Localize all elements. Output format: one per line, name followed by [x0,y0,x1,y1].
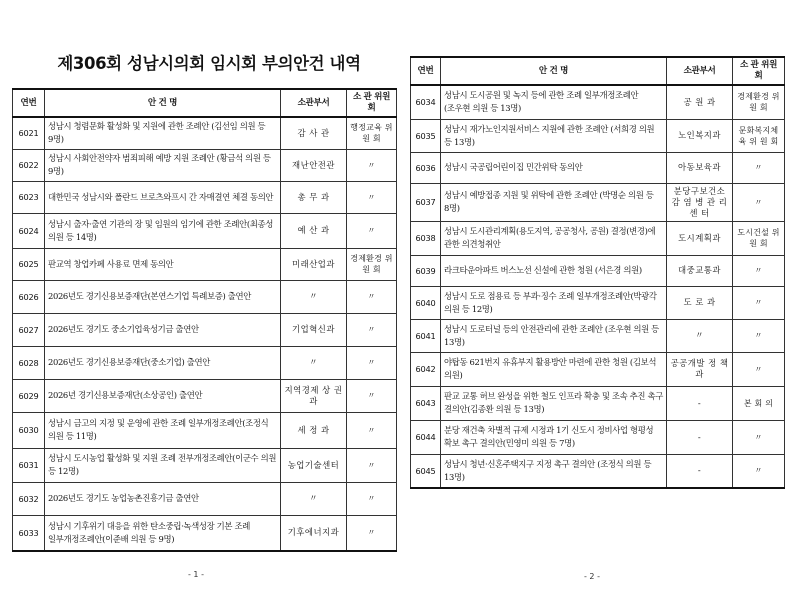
bill-number: 6025 [13,248,45,280]
table-row [411,352,785,386]
header-no: 연번 [411,57,441,85]
bill-title: 성남시 도로터널 등의 안전관리에 관한 조례안 (조우현 의원 등 13명) [441,319,667,352]
responsible-department: 〃 [281,346,347,379]
bill-number: 6037 [411,183,441,221]
page-number: - 2 - [584,572,600,581]
bill-title: 판교 교통 허브 완성을 위한 철도 인프라 확충 및 조속 추진 촉구 결의안(김종환 의원 등 13명) [441,386,667,420]
responsible-department: - [667,454,733,488]
responsible-department: 〃 [281,280,347,313]
bill-number: 6041 [411,319,441,352]
header-bill: 안 건 명 [441,57,667,85]
table-row [13,482,397,515]
table-row [13,117,397,149]
table-row [411,386,785,420]
responsible-committee: 본 회 의 [733,386,785,420]
table-row [13,346,397,379]
table-row [411,286,785,319]
table-row [411,152,785,183]
responsible-department: 〃 [281,482,347,515]
table-header-row [411,57,785,85]
responsible-committee: 〃 [347,412,397,448]
agenda-table-page-1 [12,88,397,552]
table-row [13,149,397,181]
header-committee: 소 관 위원회 [347,89,397,117]
responsible-committee: 〃 [347,280,397,313]
responsible-committee: 행정교육 위 원 회 [347,117,397,149]
responsible-committee: 〃 [733,183,785,221]
responsible-department: 대중교통과 [667,255,733,286]
bill-title: 대한민국 성남시와 폴란드 브로츠와프시 간 자매결연 체결 동의안 [45,181,281,213]
responsible-committee: 〃 [347,149,397,181]
table-row [411,183,785,221]
bill-number: 6034 [411,85,441,119]
bill-number: 6029 [13,379,45,412]
bill-number: 6032 [13,482,45,515]
bill-number: 6023 [13,181,45,213]
table-row [13,181,397,213]
responsible-committee: 〃 [733,286,785,319]
page-title: 제306회 성남시의회 임시회 부의안건 내역 [57,54,361,73]
table-row [411,319,785,352]
responsible-committee: 〃 [347,515,397,551]
bill-number: 6026 [13,280,45,313]
responsible-department: 재난안전관 [281,149,347,181]
bill-title: 성남시 재가노인지원서비스 지원에 관한 조례안 (서희경 의원 등 13명) [441,119,667,152]
bill-title: 야탑동 621번지 유휴부지 활용방안 마련에 관한 청원 (김보석 의원) [441,352,667,386]
bill-title: 2026년도 경기신용보증재단(본연스기업 특례보증) 출연안 [45,280,281,313]
bill-title: 성남시 금고의 지정 및 운영에 관한 조례 일부개정조례안(조정식 의원 등 11명) [45,412,281,448]
responsible-department: 예 산 과 [281,213,347,248]
bill-number: 6040 [411,286,441,319]
bill-number: 6038 [411,221,441,255]
header-dept: 소관부서 [281,89,347,117]
responsible-committee: 도시건설 위 원 회 [733,221,785,255]
responsible-committee: 경제환경 위 원 회 [733,85,785,119]
table-row [13,448,397,482]
responsible-committee: 문화복지체육 위 원 회 [733,119,785,152]
bill-number: 6033 [13,515,45,551]
table-row [411,420,785,454]
responsible-committee: 〃 [347,379,397,412]
bill-number: 6031 [13,448,45,482]
bill-number: 6039 [411,255,441,286]
bill-title: 성남시 국공립어린이집 민간위탁 동의안 [441,152,667,183]
table-row [13,213,397,248]
bill-number: 6028 [13,346,45,379]
responsible-committee: 〃 [733,152,785,183]
table-row [13,280,397,313]
table-row [411,454,785,488]
bill-number: 6030 [13,412,45,448]
bill-title: 성남시 예방접종 지원 및 위탁에 관한 조례안 (박명순 의원 등 8명) [441,183,667,221]
bill-title: 성남시 도시관리계획(용도지역, 공공청사, 공원) 결정(변경)에 관한 의견청취안 [441,221,667,255]
agenda-table-page-2 [410,56,785,489]
responsible-committee: 〃 [347,448,397,482]
responsible-committee: 〃 [733,255,785,286]
responsible-department: 분당구보건소 감 염 병 관 리 센 터 [667,183,733,221]
responsible-department: 총 무 과 [281,181,347,213]
bill-number: 6042 [411,352,441,386]
responsible-committee: 〃 [347,181,397,213]
bill-title: 성남시 청년·신혼주택지구 지정 촉구 결의안 (조정식 의원 등 13명) [441,454,667,488]
responsible-committee: 〃 [347,482,397,515]
bill-number: 6021 [13,117,45,149]
responsible-department: 농업기술센터 [281,448,347,482]
bill-number: 6035 [411,119,441,152]
bill-number: 6045 [411,454,441,488]
responsible-department: 세 정 과 [281,412,347,448]
bill-number: 6044 [411,420,441,454]
bill-title: 판교역 창업카페 사용료 면제 동의안 [45,248,281,280]
responsible-committee: 경제환경 위 원 회 [347,248,397,280]
header-committee: 소 관 위원회 [733,57,785,85]
table-row [411,255,785,286]
bill-title: 분당 재건축 차별적 규제 시정과 1기 신도시 정비사업 형평성 확보 촉구 결의안(민영미 의원 등 7명) [441,420,667,454]
responsible-committee: 〃 [733,352,785,386]
responsible-department: 도 로 과 [667,286,733,319]
responsible-committee: 〃 [347,346,397,379]
bill-title: 2026년도 경기신용보증재단(중소기업) 출연안 [45,346,281,379]
table-header-row [13,89,397,117]
bill-title: 성남시 출자·출연 기관의 장 및 임원의 임기에 관한 조례안(최종성 의원 등 14명) [45,213,281,248]
responsible-department: - [667,386,733,420]
header-bill: 안 건 명 [45,89,281,117]
bill-number: 6024 [13,213,45,248]
bill-title: 성남시 도로 점용료 등 부과·징수 조례 일부개정조례안(박광각 의원 등 12명) [441,286,667,319]
bill-title: 성남시 사회안전약자 범죄피해 예방 지원 조례안 (황금석 의원 등 9명) [45,149,281,181]
responsible-department: 아동보육과 [667,152,733,183]
page-number: - 1 - [188,570,204,579]
bill-number: 6036 [411,152,441,183]
responsible-department: 감 사 관 [281,117,347,149]
header-no: 연번 [13,89,45,117]
responsible-committee: 〃 [347,213,397,248]
responsible-department: 기업혁신과 [281,313,347,346]
bill-number: 6022 [13,149,45,181]
responsible-department: 기후에너지과 [281,515,347,551]
responsible-committee: 〃 [733,420,785,454]
table-row [13,412,397,448]
responsible-department: 지역경제 상 권 과 [281,379,347,412]
responsible-department: - [667,420,733,454]
responsible-department: 도시계획과 [667,221,733,255]
bill-title: 성남시 도시공원 및 녹지 등에 관한 조례 일부개정조례안(조우현 의원 등 13명) [441,85,667,119]
table-row [411,221,785,255]
bill-number: 6043 [411,386,441,420]
responsible-committee: 〃 [733,319,785,352]
responsible-committee: 〃 [347,313,397,346]
bill-title: 라크타운아파트 버스노선 신설에 관한 청원 (서은경 의원) [441,255,667,286]
bill-number: 6027 [13,313,45,346]
bill-title: 2026년도 경기도 농업농촌진흥기금 출연안 [45,482,281,515]
bill-title: 2026년도 경기도 중소기업육성기금 출연안 [45,313,281,346]
responsible-department: 미래산업과 [281,248,347,280]
table-row [411,119,785,152]
table-row [411,85,785,119]
responsible-committee: 〃 [733,454,785,488]
table-row [13,515,397,551]
bill-title: 성남시 도시농업 활성화 및 지원 조례 전부개정조례안(이군수 의원 등 12명) [45,448,281,482]
table-row [13,313,397,346]
responsible-department: 노인복지과 [667,119,733,152]
table-row [13,248,397,280]
bill-title: 2026년 경기신용보증재단(소상공인) 출연안 [45,379,281,412]
responsible-department: 공공개발 정 책 과 [667,352,733,386]
responsible-department: 공 원 과 [667,85,733,119]
bill-title: 성남시 기후위기 대응을 위한 탄소중립·녹색성장 기본 조례 일부개정조례안(이준배 의원 등 9명) [45,515,281,551]
responsible-department: 〃 [667,319,733,352]
header-dept: 소관부서 [667,57,733,85]
table-row [13,379,397,412]
bill-title: 성남시 청렴문화 활성화 및 지원에 관한 조례안 (김선임 의원 등 9명) [45,117,281,149]
